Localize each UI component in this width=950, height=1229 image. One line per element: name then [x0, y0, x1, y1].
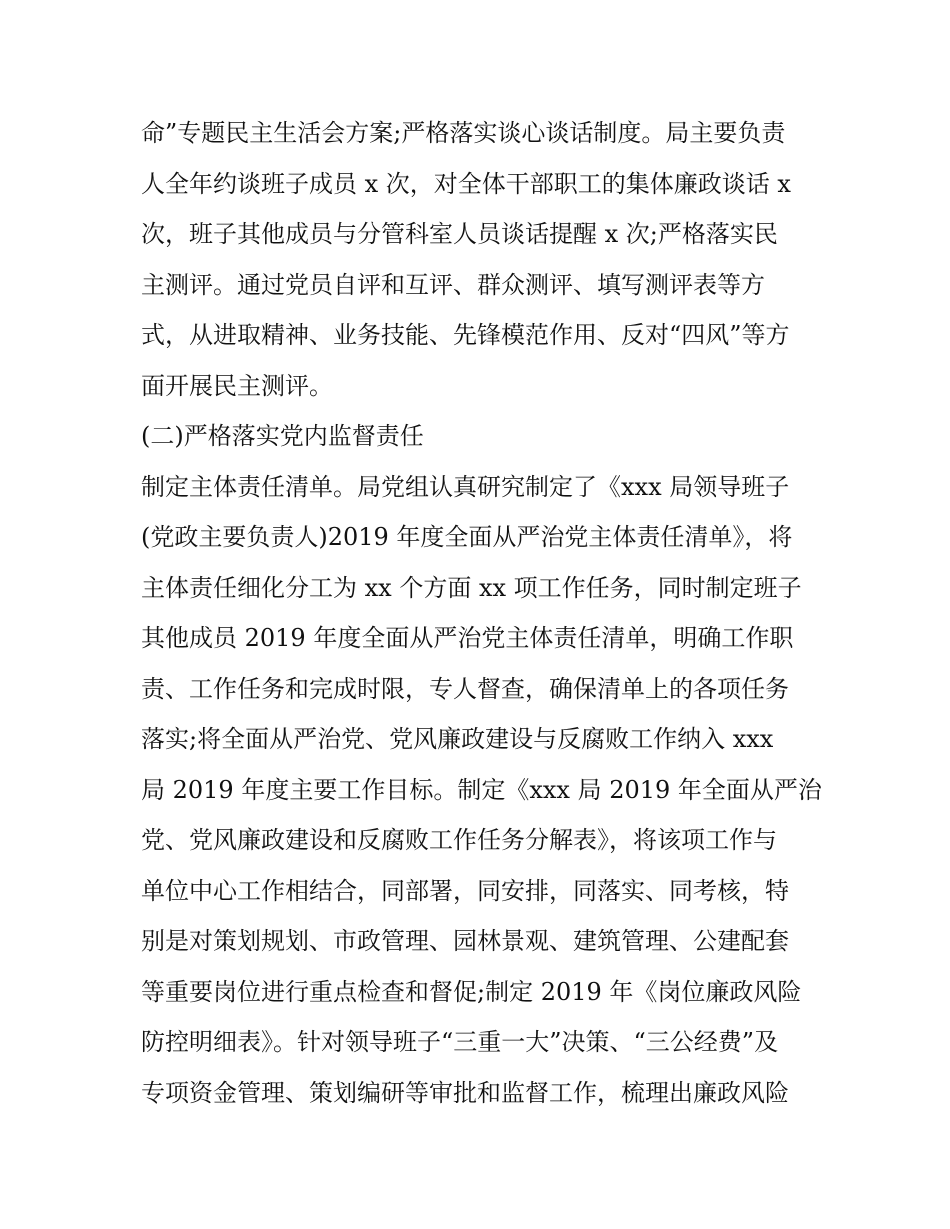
text-line-14: 局 2019 年度主要工作目标。制定《xxx 局 2019 年全面从严治: [141, 775, 822, 804]
text-line-20: 专项资金管理、策划编研等审批和监督工作，梳理出廉政风险: [141, 1078, 789, 1107]
text-line-18: 等重要岗位进行重点检查和督促;制定 2019 年《岗位廉政风险: [141, 977, 802, 1006]
text-line-6: 面开展民主测评。: [141, 371, 333, 400]
text-line-4: 主测评。通过党员自评和互评、群众测评、填写测评表等方: [141, 270, 765, 299]
text-line-19: 防控明细表》。针对领导班子“三重一大”决策、“三公经费”及: [141, 1028, 779, 1056]
text-line-17: 别是对策划规划、市政管理、园林景观、建筑管理、公建配套: [141, 927, 789, 955]
text-line-12: 责、工作任务和完成时限，专人督查，确保清单上的各项任务: [141, 674, 789, 703]
text-line-16: 单位中心工作相结合，同部署，同安排，同落实、同考核，特: [141, 876, 789, 905]
text-line-15: 党、党风廉政建设和反腐败工作任务分解表》，将该项工作与: [141, 826, 777, 854]
body-text: [141, 108, 821, 1118]
text-line-8: 制定主体责任清单。局党组认真研究制定了《xxx 局领导班子: [141, 472, 790, 501]
section-heading: (二)严格落实党内监督责任: [141, 422, 424, 450]
text-line-1: 命”专题民主生活会方案;严格落实谈心谈话制度。局主要负责: [141, 119, 786, 147]
text-line-9: (党政主要负责人)2019 年度全面从严治党主体责任清单》，将: [141, 523, 793, 551]
text-line-2: 人全年约谈班子成员 x 次，对全体干部职工的集体廉政谈话 x: [141, 169, 791, 198]
text-line-3: 次，班子其他成员与分管科室人员谈话提醒 x 次;严格落实民: [141, 220, 778, 248]
text-line-5: 式，从进取精神、业务技能、先锋模范作用、反对“四风”等方: [141, 321, 790, 349]
text-line-11: 其他成员 2019 年度全面从严治党主体责任清单，明确工作职: [141, 624, 794, 652]
text-line-10: 主体责任细化分工为 xx 个方面 xx 项工作任务，同时制定班子: [141, 573, 802, 602]
text-line-13: 落实;将全面从严治党、党风廉政建设与反腐败工作纳入 xxx: [141, 725, 774, 753]
